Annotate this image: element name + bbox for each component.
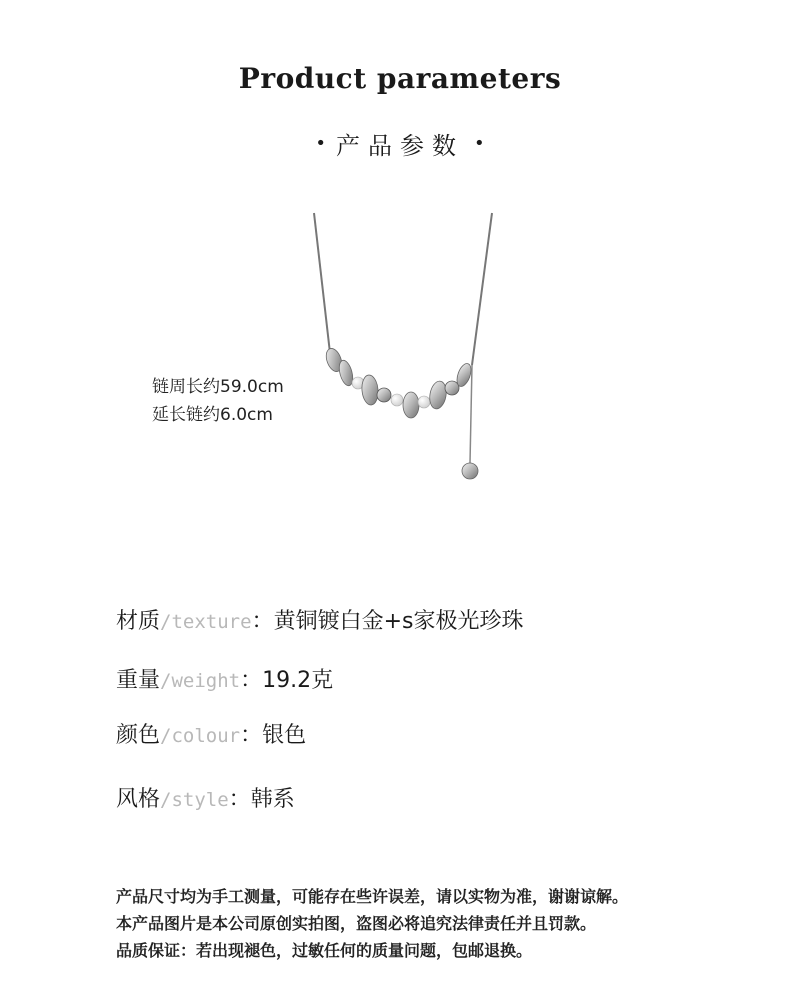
param-colon: ：: [228, 787, 251, 812]
param-colon: ：: [240, 668, 263, 693]
note-measurement: 产品尺寸均为手工测量，可能存在些许误差，请以实物为准，谢谢谅解。: [116, 887, 629, 906]
param-label-en: texture: [171, 611, 252, 633]
param-label-cn: 材质: [116, 609, 161, 634]
bullet-right: •: [474, 133, 485, 154]
param-value: 银色: [262, 723, 307, 748]
param-label-cn: 风格: [116, 787, 161, 812]
chain: [314, 213, 492, 463]
param-style: [116, 782, 295, 813]
note-copyright: 本产品图片是本公司原创实拍图，盗图必将追究法律责任并且罚款。: [116, 914, 597, 933]
subtitle-text: 产品参数: [336, 132, 464, 160]
param-value: 韩系: [250, 787, 295, 812]
param-material: [116, 604, 523, 635]
param-separator: /: [160, 789, 172, 811]
param-value: 19.2克: [262, 668, 334, 693]
page-title: Product parameters: [238, 62, 562, 95]
param-label-cn: 颜色: [116, 723, 161, 748]
param-label-en: colour: [171, 725, 241, 747]
param-label-en: style: [171, 789, 229, 811]
chain-length: 链周长约59.0cm: [152, 377, 284, 397]
section-subtitle: [0, 126, 800, 161]
param-label-en: weight: [171, 670, 241, 692]
param-colon: ：: [240, 723, 263, 748]
necklace-image: [300, 205, 510, 505]
param-colon: ：: [251, 609, 274, 634]
beads: [323, 346, 473, 418]
bullet-left: •: [315, 133, 326, 154]
param-separator: /: [160, 725, 172, 747]
param-label-cn: 重量: [116, 668, 161, 693]
pendant-drop: [462, 463, 478, 479]
extension-length: 延长链约6.0cm: [152, 405, 273, 425]
param-value: 黄铜镀白金+s家极光珍珠: [273, 609, 524, 634]
param-separator: /: [160, 611, 172, 633]
note-quality: 品质保证：若出现褪色，过敏任何的质量问题，包邮退换。: [116, 941, 533, 960]
param-weight: [116, 663, 333, 694]
param-separator: /: [160, 670, 172, 692]
param-colour: [116, 718, 306, 749]
